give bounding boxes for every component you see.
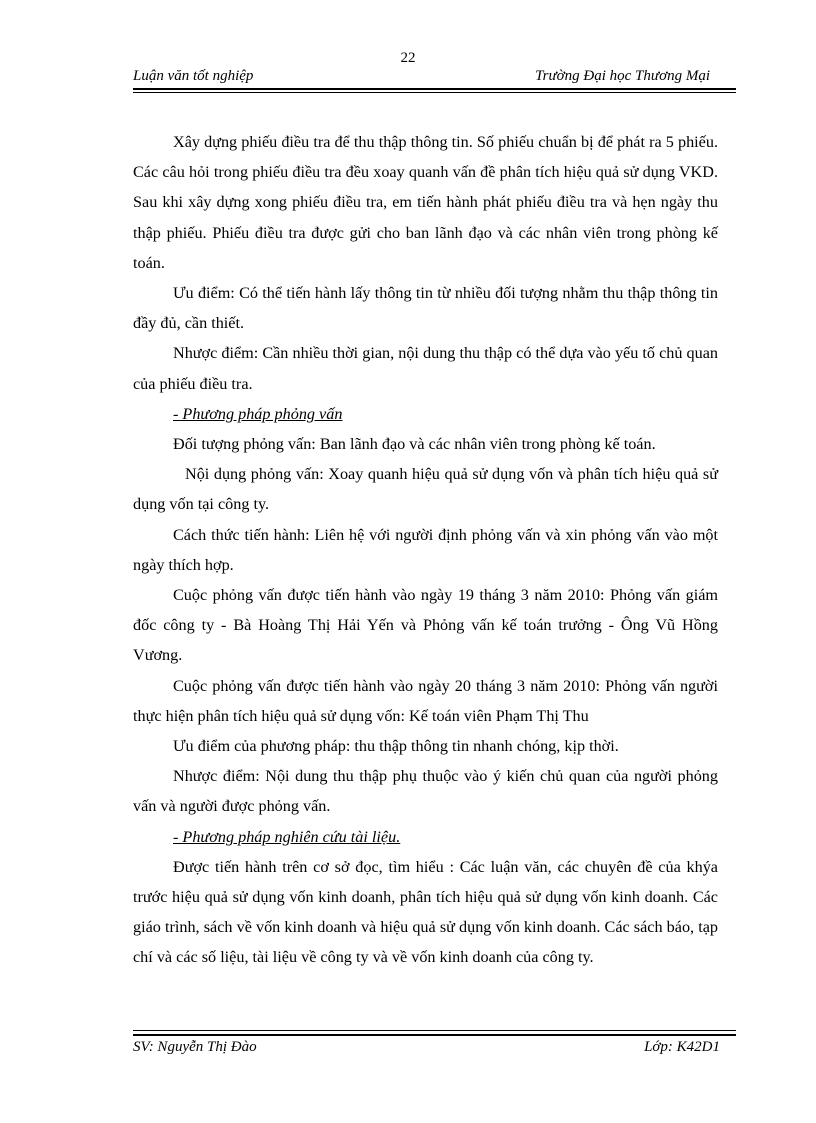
paragraph-interview-first: Cuộc phỏng vấn được tiến hành vào ngày 19 tháng 3 năm 2010: Phỏng vấn giám đốc công ty - Bà Hoàng Thị Hải Yến và Phỏng vấn kế toán trưởng - Ông Vũ Hồng Vương. xyxy=(133,586,718,665)
header-university: Trường Đại học Thương Mại xyxy=(535,68,710,84)
paragraph-interview-subjects: Đối tượng phỏng vấn: Ban lãnh đạo và các nhân viên trong phòng kế toán. xyxy=(173,435,656,454)
paragraph-interview-disadvantage: Nhược điểm: Nội dung thu thập phụ thuộc vào ý kiến chủ quan của người phỏng vấn và người được phỏng vấn. xyxy=(133,767,718,816)
paragraph-survey-disadvantage: Nhược điểm: Cần nhiều thời gian, nội dung thu thập có thể dựa vào yếu tố chủ quan của phiếu điều tra. xyxy=(133,344,718,393)
footer-class: Lớp: K42D1 xyxy=(644,1039,720,1055)
paragraph-interview-second: Cuộc phỏng vấn được tiến hành vào ngày 20 tháng 3 năm 2010: Phỏng vấn người thực hiện phân tích hiệu quả sử dụng vốn: Kế toán viên Phạm Thị Thu xyxy=(133,676,718,725)
page-number: 22 xyxy=(400,50,416,66)
page-header xyxy=(133,68,736,90)
paragraph-survey-advantage: Ưu điểm: Có thể tiến hành lấy thông tin từ nhiều đối tượng nhằm thu thập thông tin đầy đủ, cần thiết. xyxy=(133,284,718,333)
document-body xyxy=(133,127,718,973)
footer-rule-thin xyxy=(133,1030,736,1031)
paragraph-interview-procedure: Cách thức tiến hành: Liên hệ với người định phỏng vấn và xin phỏng vấn vào một ngày thích hợp. xyxy=(133,525,718,574)
header-rule-thick xyxy=(133,88,736,90)
paragraph-interview-content: Nội dụng phỏng vấn: Xoay quanh hiệu quả sử dụng vốn và phân tích hiệu quả sử dụng vốn tại công ty. xyxy=(133,465,718,514)
footer-rule-thick xyxy=(133,1034,736,1036)
paragraph-survey: Xây dựng phiếu điều tra để thu thập thông tin. Số phiếu chuẩn bị để phát ra 5 phiếu. Các câu hỏi trong phiếu điều tra đều xoay quanh vấn đề phân tích hiệu quả sử dụng VKD. Sau khi xây dựng xong phiếu điều tra, em tiến hành phát phiếu điều tra và hẹn ngày thu thập phiếu. Phiếu điều tra được gửi cho ban lãnh đạo và các nhân viên trong phòng kế toán. xyxy=(133,133,718,272)
paragraph-interview-advantage: Ưu điểm của phương pháp: thu thập thông tin nhanh chóng, kịp thời. xyxy=(173,737,619,756)
footer-student-name: SV: Nguyễn Thị Đào xyxy=(133,1039,257,1055)
heading-document-research: - Phương pháp nghiên cứu tài liệu. xyxy=(173,827,401,846)
header-thesis-label: Luận văn tốt nghiệp xyxy=(133,68,254,84)
header-rule-thin xyxy=(133,92,736,93)
heading-interview-method: - Phương pháp phỏng vấn xyxy=(173,404,343,423)
paragraph-document-research: Được tiến hành trên cơ sở đọc, tìm hiểu : Các luận văn, các chuyên đề của khýa trước hiệu quả sử dụng vốn kinh doanh, phân tích hiệu quả sử dụng vốn kinh doanh. Các giáo trình, sách về vốn kinh doanh và hiệu quả sử dụng vốn kinh doanh. Các sách báo, tạp chí và các số liệu, tài liệu về công ty và về vốn kinh doanh của công ty. xyxy=(133,857,718,967)
